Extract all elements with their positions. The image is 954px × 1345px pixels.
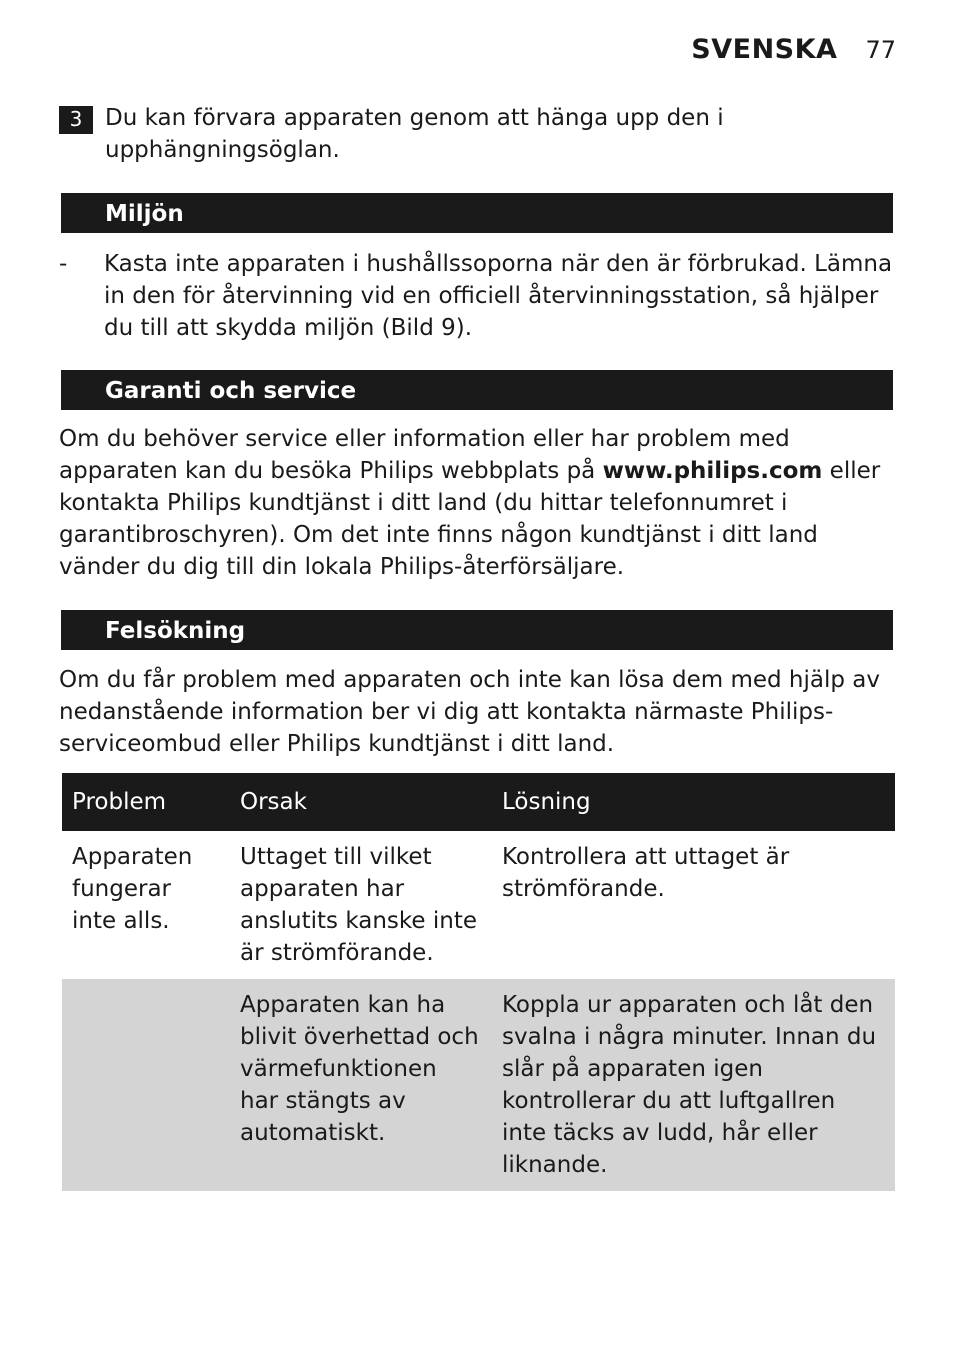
bullet-text: Kasta inte apparaten i hushållssoporna när den är förbrukad. Lämna in den för återvinning vid en officiell återvinningsstation, så hjälper du till att skydda miljön (Bild 9). xyxy=(104,251,893,341)
cell-problem: Apparaten fungerar inte alls. xyxy=(62,831,230,979)
philips-website-link[interactable]: www.philips.com xyxy=(602,458,823,484)
page-header xyxy=(691,34,896,65)
table-header-row xyxy=(62,773,895,831)
garanti-paragraph xyxy=(59,423,899,583)
column-header-problem: Problem xyxy=(62,773,230,831)
section-heading-garanti: Garanti och service xyxy=(61,370,893,410)
felsokning-paragraph: Om du får problem med apparaten och inte kan lösa dem med hjälp av nedanstående information ber vi dig att kontakta närmaste Philips-serviceombud eller Philips kundtjänst i ditt land. xyxy=(59,667,881,757)
cell-problem xyxy=(62,979,230,1191)
garanti-text-before-link: Om du behöver service eller information eller har problem med apparaten kan du besöka Philips webbplats på xyxy=(59,426,790,484)
language-label: SVENSKA xyxy=(691,34,838,65)
bullet-dash: - xyxy=(59,251,68,277)
list-item xyxy=(59,248,899,344)
troubleshooting-table xyxy=(62,773,895,1191)
cell-orsak: Apparaten kan ha blivit överhettad och värmefunktionen har stängts av automatiskt. xyxy=(230,979,492,1191)
table-row xyxy=(62,831,895,979)
page-number: 77 xyxy=(865,36,896,64)
cell-losning: Kontrollera att uttaget är strömförande. xyxy=(492,831,895,979)
step-number: 3 xyxy=(59,106,93,134)
cell-orsak: Uttaget till vilket apparaten har anslutits kanske inte är strömförande. xyxy=(230,831,492,979)
section-heading-miljon: Miljön xyxy=(61,193,893,233)
cell-losning: Koppla ur apparaten och låt den svalna i några minuter. Innan du slår på apparaten igen kontrollerar du att luftgallren inte täcks av ludd, hår eller liknande. xyxy=(492,979,895,1191)
section-heading-felsokning: Felsökning xyxy=(61,610,893,650)
column-header-losning: Lösning xyxy=(492,773,895,831)
step-text: Du kan förvara apparaten genom att hänga upp den i upphängningsöglan. xyxy=(105,105,724,163)
table-row xyxy=(62,979,895,1191)
step-item xyxy=(59,102,899,166)
column-header-orsak: Orsak xyxy=(230,773,492,831)
garanti-text-after-link: eller kontakta Philips kundtjänst i ditt land (du hittar telefonnumret i garantibroschyren). Om det inte finns någon kundtjänst i ditt land vänder du dig till din lokala Philips-återförsäljare. xyxy=(59,458,881,580)
